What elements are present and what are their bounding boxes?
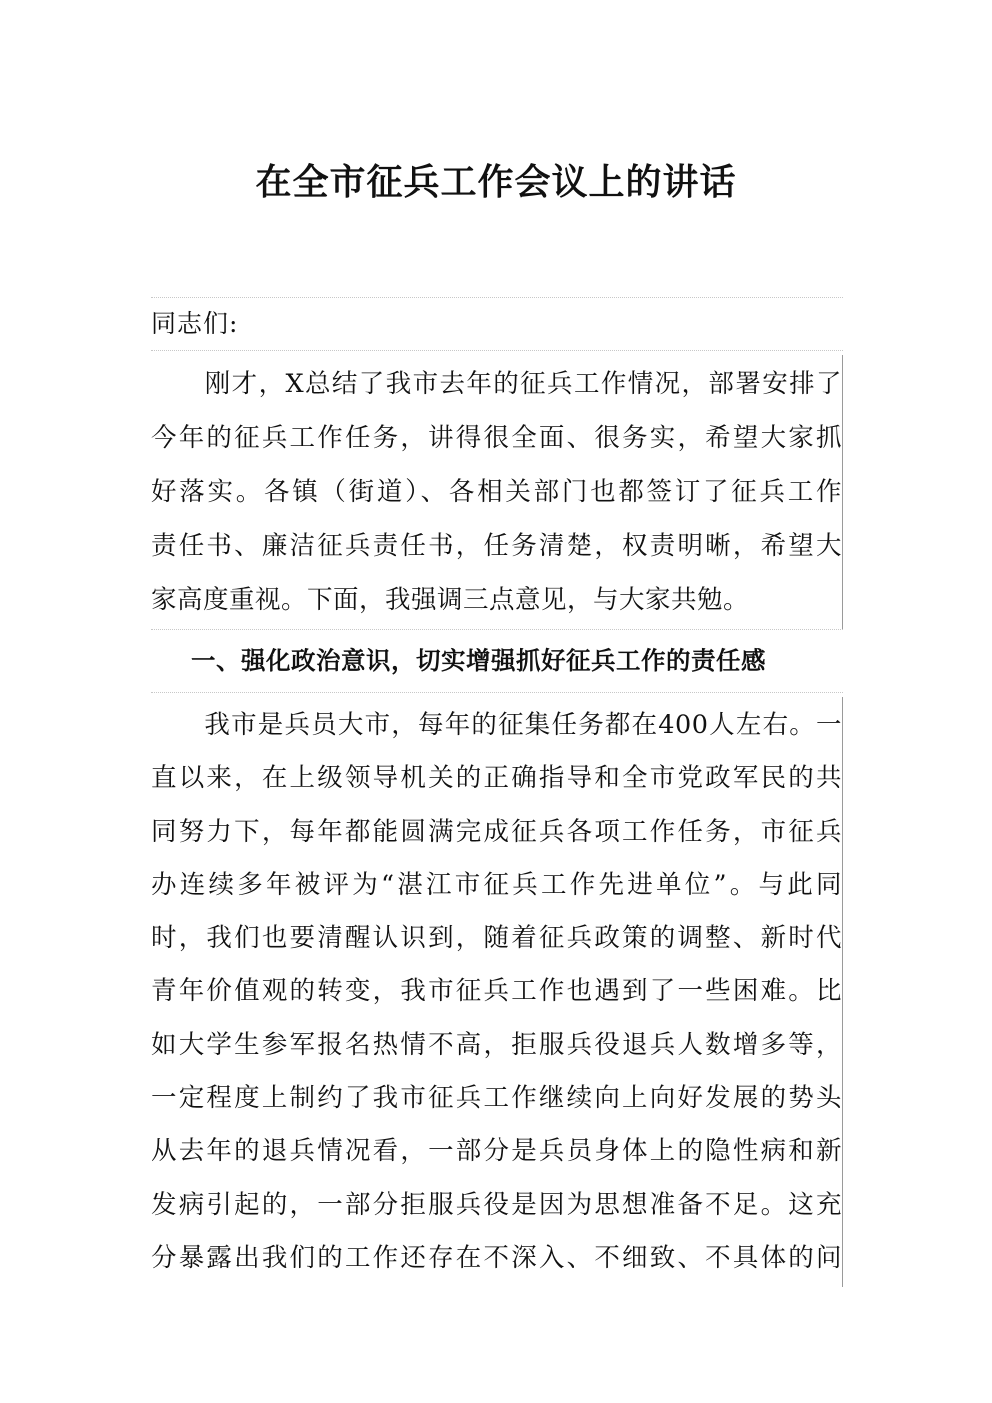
paragraph-line: 从去年的退兵情况看，一部分是兵员身体上的隐性病和新 [151, 1136, 842, 1167]
paragraph-line: 直以来，在上级领导机关的正确指导和全市党政军民的共 [151, 763, 842, 794]
paragraph-line: 责任书、廉洁征兵责任书，任务清楚，权责明晰，希望大 [151, 531, 842, 561]
paragraph-line: 时，我们也要清醒认识到，随着征兵政策的调整、新时代 [151, 923, 842, 954]
paragraph-line: 发病引起的，一部分拒服兵役是因为思想准备不足。这充 [151, 1189, 842, 1220]
paragraph-line: 刚才，X总结了我市去年的征兵工作情况，部署安排了 [151, 369, 842, 399]
paragraph-line: 家高度重视。下面，我强调三点意见，与大家共勉。 [151, 585, 750, 615]
paragraph-line: 如大学生参军报名热情不高，拒服兵役退兵人数增多等， [151, 1029, 842, 1060]
paragraph-line: 今年的征兵工作任务，讲得很全面、很务实，希望大家抓 [151, 423, 842, 453]
paragraph-line: 分暴露出我们的工作还存在不深入、不细致、不具体的问 [151, 1242, 842, 1273]
paragraph-section-1 [151, 697, 843, 1287]
paragraph-line: 我市是兵员大市，每年的征集任务都在400人左右。一 [151, 710, 842, 740]
paragraph-line: 办连续多年被评为“湛江市征兵工作先进单位”。与此同 [151, 869, 842, 900]
document-title: 在全市征兵工作会议上的讲话 [255, 161, 737, 203]
paragraph-line: 青年价值观的转变，我市征兵工作也遇到了一些困难。比 [151, 976, 842, 1007]
document-body [151, 297, 843, 1287]
paragraph-line: 同努力下，每年都能圆满完成征兵各项工作任务，市征兵 [151, 816, 842, 847]
paragraph-line: 好落实。各镇（街道）、各相关部门也都签订了征兵工作 [151, 477, 842, 507]
salutation: 同志们: [151, 309, 239, 338]
paragraph-line: 一定程度上制约了我市征兵工作继续向上向好发展的势头 [151, 1083, 842, 1114]
section-heading: 一、强化政治意识，切实增强抓好征兵工作的责任感 [191, 646, 766, 675]
paragraph-intro [151, 355, 843, 629]
